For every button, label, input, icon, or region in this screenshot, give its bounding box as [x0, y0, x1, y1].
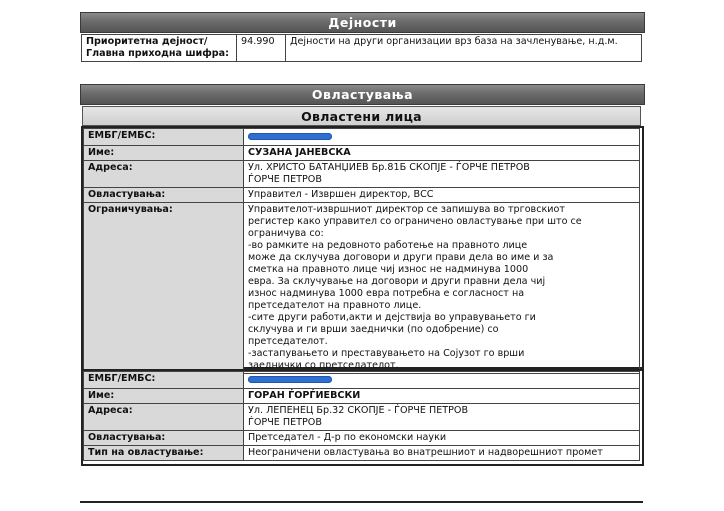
person-authorizations: Управител - Извршен директор, ВСС	[244, 188, 640, 203]
embg-value-redacted	[244, 129, 640, 146]
redaction-mark	[248, 376, 332, 383]
address-label: Адреса:	[84, 161, 244, 188]
person-1-table	[83, 128, 640, 374]
person-authorizations: Претседател - Д-р по економски науки	[244, 431, 640, 446]
authorizations-title: Овластувања	[311, 87, 414, 102]
activity-code: 94.990	[237, 35, 286, 62]
authorization-type-label: Тип на овластување:	[84, 446, 244, 461]
person-2-table	[83, 371, 640, 461]
name-label: Име:	[84, 146, 244, 161]
authorizations-label: Овластувања:	[84, 188, 244, 203]
activities-header	[80, 12, 645, 33]
redaction-mark	[248, 133, 332, 140]
authorized-persons-header	[82, 106, 641, 126]
embg-value-redacted	[244, 372, 640, 389]
person-name: СУЗАНА ЈАНЕВСКА	[244, 146, 640, 161]
authorizations-label: Овластувања:	[84, 431, 244, 446]
person-address: Ул. ХРИСТО БАТАНЏИЕВ Бр.81Б СКОПЈЕ - ЃОРЧЕ ПЕТРОВ ЃОРЧЕ ПЕТРОВ	[244, 161, 640, 188]
name-label: Име:	[84, 389, 244, 404]
authorization-type: Неограничени овластувања во внатрешниот и надворешниот промет	[244, 446, 640, 461]
bottom-divider	[80, 501, 643, 503]
activity-description: Дејности на други организации врз база на зачленување, н.д.м.	[286, 35, 642, 62]
embg-label: ЕМБГ/ЕМБС:	[84, 129, 244, 146]
address-label: Адреса:	[84, 404, 244, 431]
authorized-persons-title: Овластени лица	[301, 108, 422, 124]
person-name: ГОРАН ЃОРЃИЕВСКИ	[244, 389, 640, 404]
activities-title: Дејности	[328, 15, 397, 30]
activities-label: Приоритетна дејност/ Главна приходна шифра:	[82, 35, 237, 62]
restrictions-label: Ограничувања:	[84, 203, 244, 374]
embg-label: ЕМБГ/ЕМБС:	[84, 372, 244, 389]
activities-table	[81, 34, 642, 62]
person-address: Ул. ЛЕПЕНЕЦ Бр.32 СКОПЈЕ - ЃОРЧЕ ПЕТРОВ ЃОРЧЕ ПЕТРОВ	[244, 404, 640, 431]
person-restrictions: Управителот-извршниот директор се запишува во трговскиот регистер како управител со ограничено овластување при што се ограничува со: -во рамките на редовното работење на правното лице може да склучува договори и други прави дела во име и за сметка на правното лице чиј износ не надминува 1000 евра. За склучување на договори и други правни дела чиј износ надминува 1000 евра потребна е согласност на претседателот на правното лице. -сите други работи,акти и дејствија во управувањето ги склучува и ги врши заеднички (по одобрение) со претседателот. -застапувањето и преставувањето на Сојузот го врши заеднички со претседателот.	[244, 203, 640, 374]
authorizations-header	[80, 84, 645, 105]
